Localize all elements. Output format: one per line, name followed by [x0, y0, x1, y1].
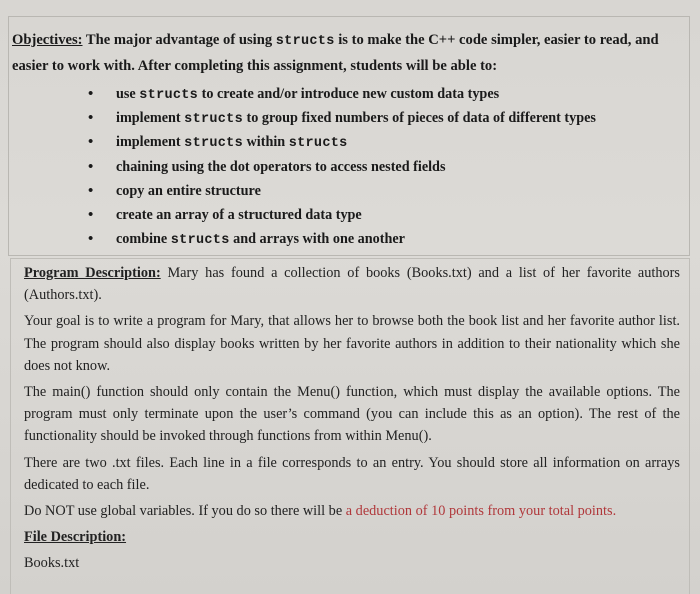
bullet-icon: •	[88, 182, 94, 199]
program-para-4: Do NOT use global variables. If you do so there will be a deduction of 10 points from your total points.	[24, 503, 617, 520]
books-file-label: Books.txt	[24, 555, 80, 572]
code-structs: structs	[275, 34, 335, 49]
list-item: • combine structs and arrays with one another	[88, 231, 405, 249]
file-description-heading: File Description:	[24, 529, 127, 546]
objectives-heading: Objectives:	[12, 32, 83, 48]
bullet-icon: •	[88, 86, 94, 102]
bullet-icon: •	[88, 110, 94, 127]
program-description-heading: Program Description:	[24, 265, 161, 281]
bullet-icon: •	[88, 206, 94, 223]
list-item: • create an array of a structured data type	[88, 206, 362, 223]
list-item: • chaining using the dot operators to access nested fields	[88, 158, 446, 175]
objectives-text-b: is to make the C++ code simpler, easier to read, and easier to work with. After completing this assignment, students will be able to:	[12, 32, 659, 74]
program-para-1: Your goal is to write a program for Mary, that allows her to browse both the book list and her favorite author list. The program should also display books written by her favorite authors in addition to their nationality which she does not know.	[24, 313, 680, 374]
objectives-text-a: The major advantage of using	[82, 32, 276, 48]
program-description	[24, 262, 680, 579]
deduction-warning: a deduction of 10 points from your total points.	[345, 503, 617, 520]
list-item: • copy an entire structure	[88, 182, 261, 199]
program-para-2: The main() function should only contain the Menu() function, which must display the available options. The program must only terminate upon the user’s command (you can include this as an option). The rest of the functionality should be invoked through functions from within Menu().	[24, 384, 680, 445]
objectives-paragraph	[12, 28, 684, 78]
objectives-list	[88, 84, 596, 253]
list-item: • use structs to create and/or introduce new custom data types	[88, 86, 500, 103]
bullet-icon: •	[88, 158, 94, 175]
file-description-heading-row	[24, 526, 680, 548]
program-intro: Program Description: Mary has found a collection of books (Books.txt) and a list of her favorite authors (Authors.txt).	[24, 265, 680, 304]
list-item: • implement structs to group fixed numbers of pieces of data of different types	[88, 110, 596, 128]
list-item: • implement structs within structs	[88, 134, 348, 152]
bullet-icon: •	[88, 231, 94, 248]
program-para-3: There are two .txt files. Each line in a file corresponds to an entry. You should store all information on arrays dedicated to each file.	[24, 454, 680, 493]
bullet-icon: •	[88, 134, 94, 151]
